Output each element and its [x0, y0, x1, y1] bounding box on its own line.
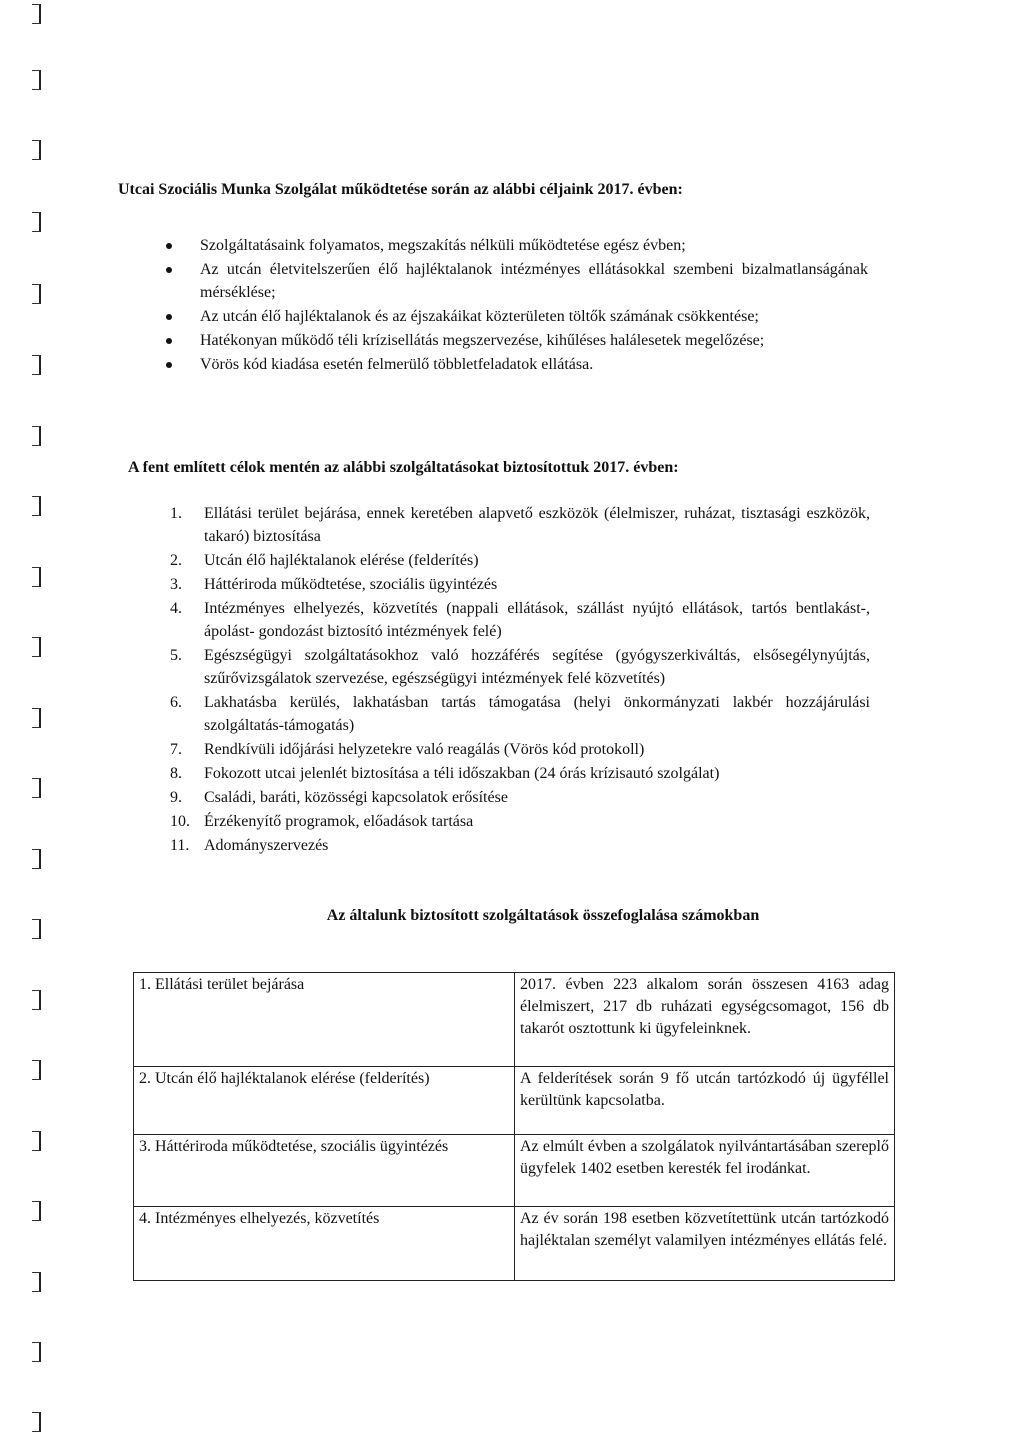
binding-mark — [32, 778, 41, 798]
item-number: 6. — [170, 694, 182, 711]
service-text: Lakhatásba kerülés, lakhatásban tartás támogatása (helyi önkormányzati lakbér hozzájárulási szolgáltatás-támogatás) — [204, 694, 870, 734]
binding-mark — [32, 284, 41, 304]
service-text: Háttériroda működtetése, szociális ügyintézés — [204, 576, 498, 593]
table-row — [134, 973, 895, 1067]
result-cell: Az év során 198 esetben közvetítettünk utcán tartózkodó hajléktalan személyt valamilyen intézményes ellátás felé. — [515, 1207, 895, 1281]
services-heading: A fent említett célok mentén az alábbi szolgáltatásokat biztosítottuk 2017. évben: — [128, 459, 679, 476]
list-item — [166, 305, 868, 328]
goal-text: Az utcán élő hajléktalanok és az éjszakáikat közterületen töltők számának csökkentése; — [200, 308, 759, 325]
service-cell: 3. Háttériroda működtetése, szociális ügyintézés — [134, 1135, 515, 1207]
service-cell: 2. Utcán élő hajléktalanok elérése (felderítés) — [134, 1067, 515, 1135]
item-number: 4. — [170, 600, 182, 617]
binding-mark — [32, 496, 41, 516]
bullet-icon — [166, 267, 172, 273]
service-text: Intézményes elhelyezés, közvetítés (nappali ellátások, szállást nyújtó ellátások, tartós bentlakást-, ápolást- gondozást biztosító intézmények felé) — [204, 600, 870, 640]
list-item — [170, 502, 870, 548]
binding-mark — [32, 355, 41, 375]
binding-mark — [32, 849, 41, 869]
goal-text: Hatékonyan működő téli krízisellátás megszervezése, kihűléses halálesetek megelőzése; — [200, 332, 765, 349]
item-number: 3. — [170, 576, 182, 593]
item-number: 5. — [170, 647, 182, 664]
list-item — [170, 762, 870, 785]
list-item — [170, 691, 870, 737]
binding-mark — [32, 1272, 41, 1292]
binding-mark — [32, 990, 41, 1010]
list-item — [166, 234, 868, 257]
list-item — [166, 329, 868, 352]
service-text: Családi, baráti, közösségi kapcsolatok erősítése — [204, 789, 508, 806]
summary-table — [133, 972, 895, 1281]
list-item — [170, 810, 870, 833]
binding-mark — [32, 708, 41, 728]
item-number: 2. — [170, 552, 182, 569]
result-cell: A felderítések során 9 fő utcán tartózkodó új ügyféllel kerültünk kapcsolatba. — [515, 1067, 895, 1135]
service-cell: 4. Intézményes elhelyezés, közvetítés — [134, 1207, 515, 1281]
bullet-icon — [166, 338, 172, 344]
list-item — [170, 738, 870, 761]
binding-mark — [32, 567, 41, 587]
item-number: 10. — [170, 813, 190, 830]
goal-text: Szolgáltatásaink folyamatos, megszakítás nélküli működtetése egész évben; — [200, 237, 686, 254]
item-number: 7. — [170, 741, 182, 758]
item-number: 1. — [170, 505, 182, 522]
service-text: Fokozott utcai jelenlét biztosítása a téli időszakban (24 órás krízisautó szolgálat) — [204, 765, 720, 782]
binding-mark — [32, 1131, 41, 1151]
binding-mark — [32, 1342, 41, 1362]
service-cell: 1. Ellátási terület bejárása — [134, 973, 515, 1067]
summary-heading: Az általunk biztosított szolgáltatások összefoglalása számokban — [326, 907, 760, 924]
result-cell: Az elmúlt évben a szolgálatok nyilvántartásában szereplő ügyfelek 1402 esetben keresték fel irodánkat. — [515, 1135, 895, 1207]
services-list — [170, 502, 870, 858]
service-text: Adományszervezés — [204, 837, 329, 854]
item-number: 8. — [170, 765, 182, 782]
binding-mark — [32, 637, 41, 657]
goal-text: Az utcán életvitelszerűen élő hajléktalanok intézményes ellátásokkal szembeni bizalmatlanságának mérséklése; — [200, 261, 868, 301]
binding-mark — [32, 4, 41, 24]
binding-mark — [32, 1412, 41, 1432]
binding-mark — [32, 426, 41, 446]
bullet-icon — [166, 314, 172, 320]
binding-mark — [32, 1201, 41, 1221]
binding-edge-marks — [32, 0, 52, 1447]
binding-mark — [32, 212, 41, 232]
list-item — [170, 573, 870, 596]
service-text: Ellátási terület bejárása, ennek keretében alapvető eszközök (élelmiszer, ruházat, tisztasági eszközök, takaró) biztosítása — [204, 505, 870, 545]
list-item — [170, 786, 870, 809]
bullet-icon — [166, 243, 172, 249]
table-row — [134, 1135, 895, 1207]
binding-mark — [32, 70, 41, 90]
service-text: Érzékenyítő programok, előadások tartása — [204, 813, 474, 830]
table-row — [134, 1207, 895, 1281]
binding-mark — [32, 1060, 41, 1080]
service-text: Rendkívüli időjárási helyzetekre való reagálás (Vörös kód protokoll) — [204, 741, 645, 758]
goals-list — [166, 234, 868, 377]
service-text: Utcán élő hajléktalanok elérése (felderítés) — [204, 552, 479, 569]
result-cell: 2017. évben 223 alkalom során összesen 4163 adag élelmiszert, 217 db ruházati egységcsomagot, 156 db takarót osztottunk ki ügyfeleinknek. — [515, 973, 895, 1067]
binding-mark — [32, 919, 41, 939]
list-item — [170, 644, 870, 690]
list-item — [170, 834, 870, 857]
service-text: Egészségügyi szolgáltatásokhoz való hozzáférés segítése (gyógyszerkiváltás, elsősegélynyújtás, szűrővizsgálatok szervezése, egészségügyi intézmények felé közvetítés) — [204, 647, 870, 687]
item-number: 9. — [170, 789, 182, 806]
goal-text: Vörös kód kiadása esetén felmerülő többletfeladatok ellátása. — [200, 356, 594, 373]
table-row — [134, 1067, 895, 1135]
list-item — [166, 258, 868, 304]
list-item — [166, 353, 868, 376]
bullet-icon — [166, 362, 172, 368]
binding-mark — [32, 140, 41, 160]
list-item — [170, 597, 870, 643]
item-number: 11. — [170, 837, 190, 854]
goals-heading: Utcai Szociális Munka Szolgálat működtetése során az alábbi céljaink 2017. évben: — [118, 181, 683, 198]
list-item — [170, 549, 870, 572]
